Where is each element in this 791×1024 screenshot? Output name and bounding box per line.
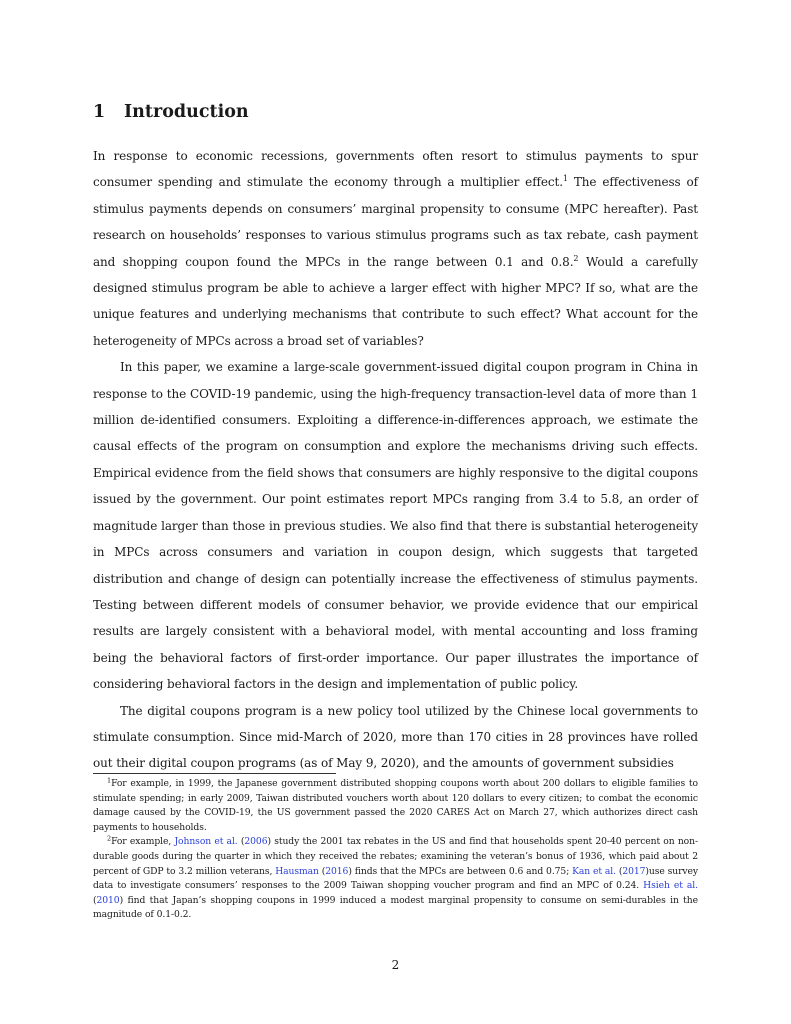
citation-hausman-year[interactable]: 2016 [325,865,349,877]
body-text [93,143,698,777]
footnote-2-text: For example, [111,836,175,848]
footnote-2-text: ) find that Japan’s shopping coupons in 1999 induced a modest marginal propensity to consume on semi-durables in the magnitude of 0.1-0.2. [93,894,698,921]
section-heading [93,100,249,124]
footnote-1 [93,777,698,835]
footnote-2-mark: 2 [107,834,112,843]
section-number: 1 [93,102,106,122]
footnote-2-text: )use survey data to investigate consumers’ responses to the 2009 Taiwan shopping voucher program and find an MPC of 0.24. [93,865,698,892]
paragraph-1 [93,143,698,354]
footnote-2 [93,835,698,923]
footnote-2-text: ( [93,894,97,906]
footnote-1-text: For example, in 1999, the Japanese government distributed shopping coupons worth about 200 dollars to eligible families to stimulate spending; in early 2009, Taiwan distributed vouchers worth about 120 dollars to every citizen; to combat the economic damage caused by the COVID-19, the US government passed the 2020 CARES Act on March 27, which authorizes direct cash payments to households. [93,778,698,833]
citation-johnson[interactable]: Johnson et al. [174,836,238,848]
paragraph-1-part-a: In response to economic recessions, governments often resort to stimulus payments to spur consumer spending and stimulate the economy through a multiplier effect. [93,149,698,190]
section-title: Introduction [124,102,249,122]
footnote-2-text: ( [318,865,326,877]
footnote-2-text: ( [237,836,245,848]
citation-hsieh-year[interactable]: 2010 [96,894,120,906]
footnote-2-text: ( [615,865,623,877]
footnote-divider [93,773,336,774]
footnote-2-text: ) finds that the MPCs are between 0.6 and 0.75; [348,865,573,877]
citation-kan[interactable]: Kan et al. [572,865,616,877]
citation-hausman[interactable]: Hausman [275,865,319,877]
citation-kan-year[interactable]: 2017 [622,865,646,877]
page-number: 2 [391,958,400,972]
citation-johnson-year[interactable]: 2006 [244,836,268,848]
footnote-1-mark: 1 [107,776,112,785]
paper-page [93,0,698,1024]
citation-hsieh[interactable]: Hsieh et al. [643,880,698,892]
footnote-2-text: ) study the 2001 tax rebates in the US and find that households spent 20-40 percent on non-durable goods during the quarter in which they received the rebates; examining the veteran’s bonus of 1936, which paid about 2 percent of GDP to 3.2 million veterans, [93,836,698,877]
footnote-ref-2[interactable]: 2 [573,253,579,263]
footnotes [93,777,698,923]
footnote-ref-1[interactable]: 1 [562,174,568,184]
paragraph-2: In this paper, we examine a large-scale government-issued digital coupon program in China in response to the COVID-19 pandemic, using the high-frequency transaction-level data of more than 1 million de-identified consumers. Exploiting a difference-in-differences approach, we estimate the causal effects of the program on consumption and explore the mechanisms driving such effects. Empirical evidence from the field shows that consumers are highly responsive to the digital coupons issued by the government. Our point estimates report MPCs ranging from 3.4 to 5.8, an order of magnitude larger than those in previous studies. We also find that there is substantial heterogeneity in MPCs across consumers and variation in coupon design, which suggests that targeted distribution and change of design can potentially increase the effectiveness of stimulus payments. Testing between different models of consumer behavior, we provide evidence that our empirical results are largely consistent with a behavioral model, with mental accounting and loss framing being the behavioral factors of first-order importance. Our paper illustrates the importance of considering behavioral factors in the design and implementation of public policy. [93,360,698,692]
paragraph-1-part-c: Would a carefully designed stimulus program be able to achieve a larger effect with higher MPC? If so, what are the unique features and underlying mechanisms that contribute to such effect? What account for the heterogeneity of MPCs across a broad set of variables? [93,254,698,348]
paragraph-3: The digital coupons program is a new policy tool utilized by the Chinese local governments to stimulate consumption. Since mid-March of 2020, more than 170 cities in 28 provinces have rolled out their digital coupon programs (as of May 9, 2020), and the amounts of government subsidies [93,703,698,771]
paragraph-1-part-b: The effectiveness of stimulus payments depends on consumers’ marginal propensity to consume (MPC hereafter). Past research on households’ responses to various stimulus programs such as tax rebate, cash payment and shopping coupon found the MPCs in the range between 0.1 and 0.8. [93,175,698,269]
